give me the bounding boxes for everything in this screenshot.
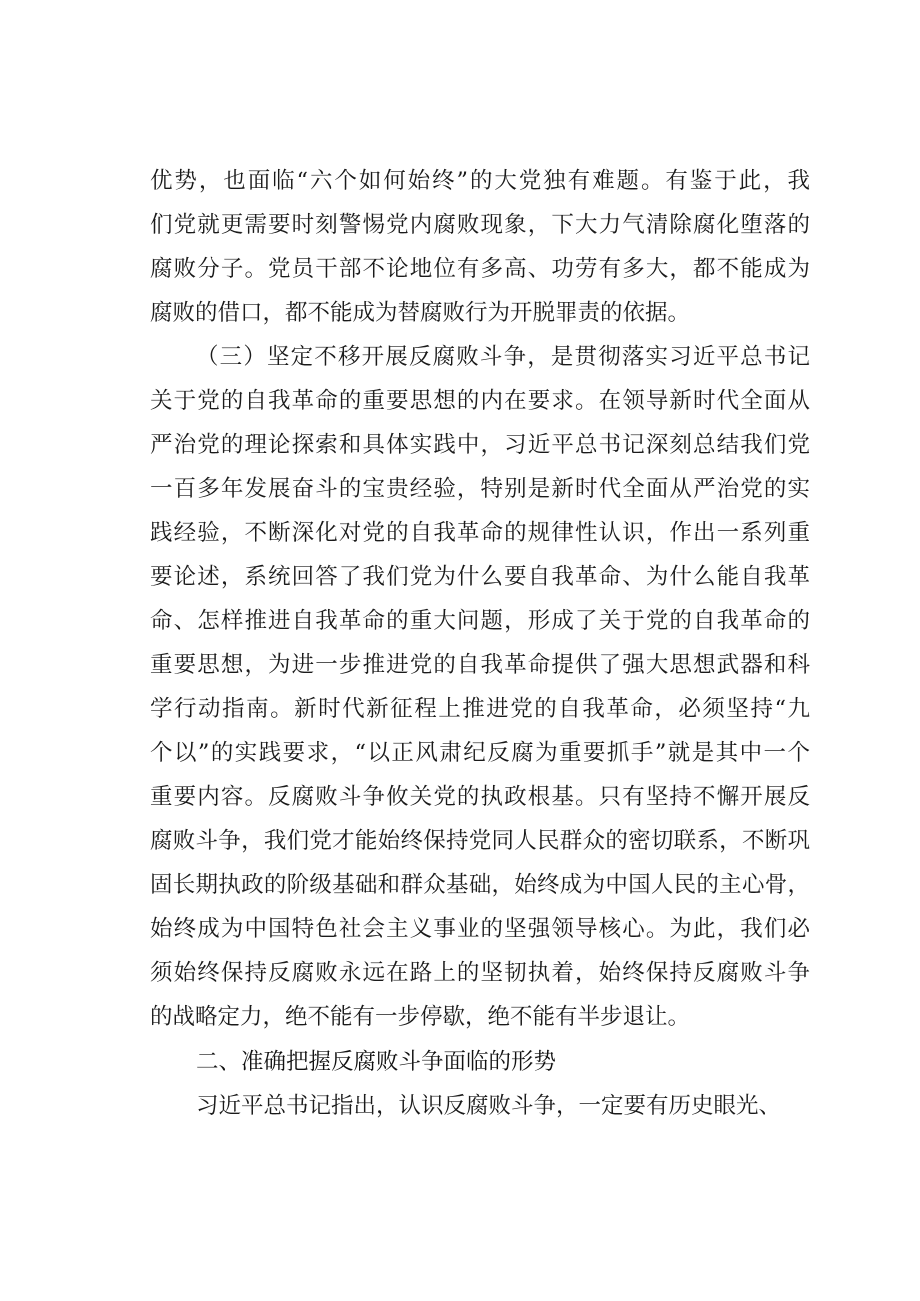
paragraph-line: 命、怎样推进自我革命的重大问题，形成了关于党的自我革命的 (150, 608, 810, 634)
paragraph-line: 重要内容。反腐败斗争攸关党的执政根基。只有坚持不懈开展反 (150, 784, 810, 810)
paragraph-line: 一百多年发展奋斗的宝贵经验，特别是新时代全面从严治党的实 (150, 476, 810, 502)
paragraph-line: 关于党的自我革命的重要思想的内在要求。在领导新时代全面从 (150, 388, 810, 414)
paragraph-line: （三）坚定不移开展反腐败斗争，是贯彻落实习近平总书记 (196, 344, 810, 370)
paragraph-line: 个以”的实践要求，“以正风肃纪反腐为重要抓手”就是其中一个 (150, 740, 810, 766)
paragraph-line: 重要思想，为进一步推进党的自我革命提供了强大思想武器和科 (150, 652, 810, 678)
paragraph-line: 固长期执政的阶级基础和群众基础，始终成为中国人民的主心骨， (150, 872, 810, 898)
paragraph-line: 腐败斗争，我们党才能始终保持党同人民群众的密切联系，不断巩 (150, 828, 810, 854)
paragraph-line: 要论述，系统回答了我们党为什么要自我革命、为什么能自我革 (150, 564, 810, 590)
paragraph-line: 始终成为中国特色社会主义事业的坚强领导核心。为此，我们必 (150, 916, 810, 942)
paragraph-line: 腐败分子。党员干部不论地位有多高、功劳有多大，都不能成为 (150, 256, 810, 282)
paragraph-line: 优势，也面临“六个如何始终”的大党独有难题。有鉴于此，我 (150, 168, 810, 194)
paragraph-line: 习近平总书记指出，认识反腐败斗争，一定要有历史眼光、 (196, 1093, 782, 1119)
paragraph-line: 的战略定力，绝不能有一步停歇，绝不能有半步退让。 (150, 1004, 691, 1030)
paragraph-line: 学行动指南。新时代新征程上推进党的自我革命，必须坚持“九 (150, 696, 810, 722)
paragraph-line: 须始终保持反腐败永远在路上的坚韧执着，始终保持反腐败斗争 (150, 960, 810, 986)
paragraph-line: 腐败的借口，都不能成为替腐败行为开脱罪责的依据。 (150, 300, 691, 326)
section-heading: 二、准确把握反腐败斗争面临的形势 (196, 1049, 557, 1075)
paragraph-line: 们党就更需要时刻警惕党内腐败现象，下大力气清除腐化堕落的 (150, 212, 810, 238)
paragraph-line: 践经验，不断深化对党的自我革命的规律性认识，作出一系列重 (150, 520, 810, 546)
paragraph-line: 严治党的理论探索和具体实践中，习近平总书记深刻总结我们党 (150, 432, 810, 458)
